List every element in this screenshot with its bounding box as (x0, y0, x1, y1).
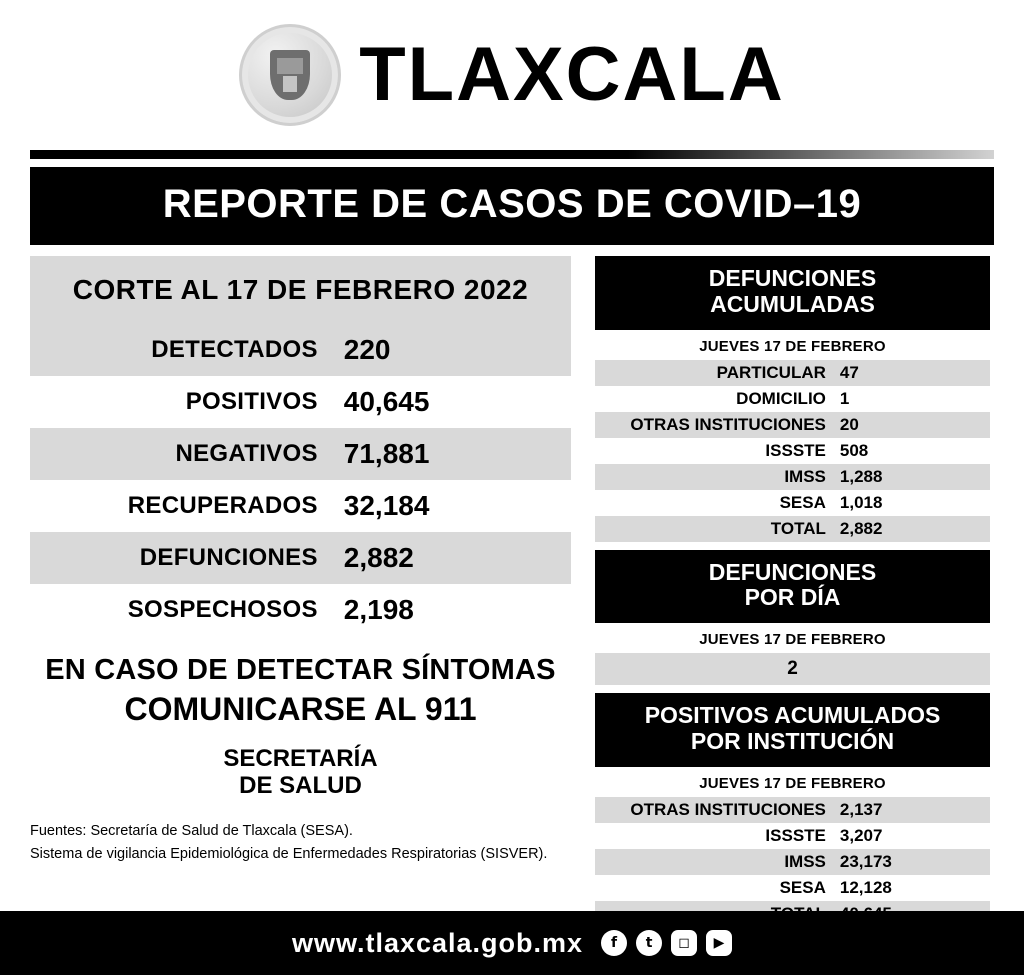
deaths-per-day-date: JUEVES 17 DE FEBRERO (699, 631, 886, 648)
deaths-row-sesa (595, 490, 990, 516)
deaths-accumulated-header (595, 256, 990, 330)
source-line-1: Fuentes: Secretaría de Salud de Tlaxcala (SESA). (30, 822, 353, 839)
positives-row-otras-instituciones (595, 797, 990, 823)
deaths-label-sesa: SESA (779, 492, 826, 512)
deaths-row-particular (595, 360, 990, 386)
deaths-label-imss: IMSS (784, 466, 826, 486)
deaths-row-otras-instituciones (595, 412, 990, 438)
stat-label-defunciones: DEFUNCIONES (139, 544, 318, 571)
deaths-label-issste: ISSSTE (765, 440, 826, 460)
stat-label-sospechosos: SOSPECHOSOS (127, 596, 318, 623)
report-title-banner: REPORTE DE CASOS DE COVID–19 (30, 167, 994, 245)
deaths-accumulated-title-line1: DEFUNCIONES (708, 265, 877, 291)
positives-value-sesa: 12,128 (839, 877, 892, 897)
positives-label-sesa: SESA (779, 877, 826, 897)
source-line-2: Sistema de vigilancia Epidemiológica de Enfermedades Respiratorias (SISVER). (30, 845, 548, 862)
stat-value-detectados: 220 (343, 334, 391, 365)
positives-title-line2: POR INSTITUCIÓN (690, 727, 895, 754)
emergency-phone-notice: COMUNICARSE AL 911 (124, 691, 477, 727)
stat-label-negativos: NEGATIVOS (175, 440, 318, 467)
health-department-label (30, 746, 571, 800)
org-line-1: SECRETARÍA (223, 745, 378, 772)
stat-row-detectados (30, 324, 571, 376)
positives-label-issste: ISSSTE (765, 825, 826, 845)
stat-label-positivos: POSITIVOS (185, 388, 318, 415)
deaths-value-total: 2,882 (839, 518, 883, 538)
seal-shield-icon (270, 50, 310, 100)
stat-row-positivos (30, 376, 571, 428)
deaths-per-day-title-line1: DEFUNCIONES (708, 558, 877, 585)
stat-label-detectados: DETECTADOS (151, 336, 318, 363)
youtube-icon[interactable]: ▶ (706, 930, 732, 956)
deaths-per-day-header (595, 550, 990, 624)
page-header (0, 0, 1024, 150)
stat-value-positivos: 40,645 (343, 386, 430, 417)
stat-value-sospechosos: 2,198 (343, 594, 414, 625)
website-link[interactable]: www.tlaxcala.gob.mx (291, 927, 584, 958)
org-line-2: DE SALUD (239, 771, 362, 799)
deaths-value-issste: 508 (839, 440, 869, 460)
positives-label-otras-instituciones: OTRAS INSTITUCIONES (630, 799, 826, 819)
positives-value-issste: 3,207 (839, 825, 883, 845)
deaths-label-domicilio: DOMICILIO (736, 388, 826, 408)
header-divider (30, 150, 994, 159)
tlaxcala-state-seal-icon (239, 24, 341, 126)
section-spacer-1 (595, 542, 990, 550)
positives-value-imss: 23,173 (839, 851, 892, 871)
deaths-row-domicilio (595, 386, 990, 412)
content-columns (30, 256, 994, 927)
stat-value-negativos: 71,881 (343, 438, 430, 469)
positives-date: JUEVES 17 DE FEBRERO (699, 774, 886, 792)
deaths-row-issste (595, 438, 990, 464)
cutoff-date-banner: CORTE AL 17 DE FEBRERO 2022 (30, 256, 571, 324)
symptoms-notice: EN CASO DE DETECTAR SÍNTOMAS (45, 654, 556, 686)
deaths-value-imss: 1,288 (839, 466, 883, 486)
stat-value-recuperados: 32,184 (343, 490, 430, 521)
left-column (30, 256, 571, 927)
deaths-accumulated-title-line2: ACUMULADAS (710, 290, 875, 317)
deaths-label-otras-instituciones: OTRAS INSTITUCIONES (630, 414, 826, 434)
stat-row-recuperados (30, 480, 571, 532)
social-links (601, 930, 732, 956)
facebook-icon[interactable]: f (601, 930, 627, 956)
deaths-value-otras-instituciones: 20 (839, 414, 859, 434)
deaths-accumulated-date: JUEVES 17 DE FEBRERO (699, 337, 886, 355)
stat-row-defunciones (30, 532, 571, 584)
deaths-per-day-value: 2 (595, 653, 990, 685)
sources-block (30, 820, 571, 866)
stat-label-recuperados: RECUPERADOS (127, 492, 318, 519)
deaths-value-domicilio: 1 (839, 388, 850, 408)
stat-value-defunciones: 2,882 (343, 542, 414, 573)
section-spacer-2 (595, 685, 990, 693)
deaths-row-total (595, 516, 990, 542)
positives-row-issste (595, 823, 990, 849)
deaths-per-day-title-line2: POR DÍA (744, 584, 841, 611)
positives-value-otras-instituciones: 2,137 (839, 799, 883, 819)
positives-label-imss: IMSS (784, 851, 826, 871)
twitter-icon[interactable]: t (636, 930, 662, 956)
positives-row-sesa (595, 875, 990, 901)
positives-by-institution-header (595, 693, 990, 767)
deaths-value-particular: 47 (839, 362, 859, 382)
stat-row-sospechosos (30, 584, 571, 636)
page-footer (0, 911, 1024, 975)
deaths-label-particular: PARTICULAR (716, 362, 826, 382)
positives-row-imss (595, 849, 990, 875)
tlaxcala-wordmark: TLAXCALA (359, 32, 785, 117)
deaths-row-imss (595, 464, 990, 490)
instagram-icon[interactable]: ◻ (671, 930, 697, 956)
stat-row-negativos (30, 428, 571, 480)
right-column (595, 256, 990, 927)
deaths-value-sesa: 1,018 (839, 492, 883, 512)
positives-title-line1: POSITIVOS ACUMULADOS (644, 702, 941, 728)
deaths-label-total: TOTAL (770, 518, 826, 538)
